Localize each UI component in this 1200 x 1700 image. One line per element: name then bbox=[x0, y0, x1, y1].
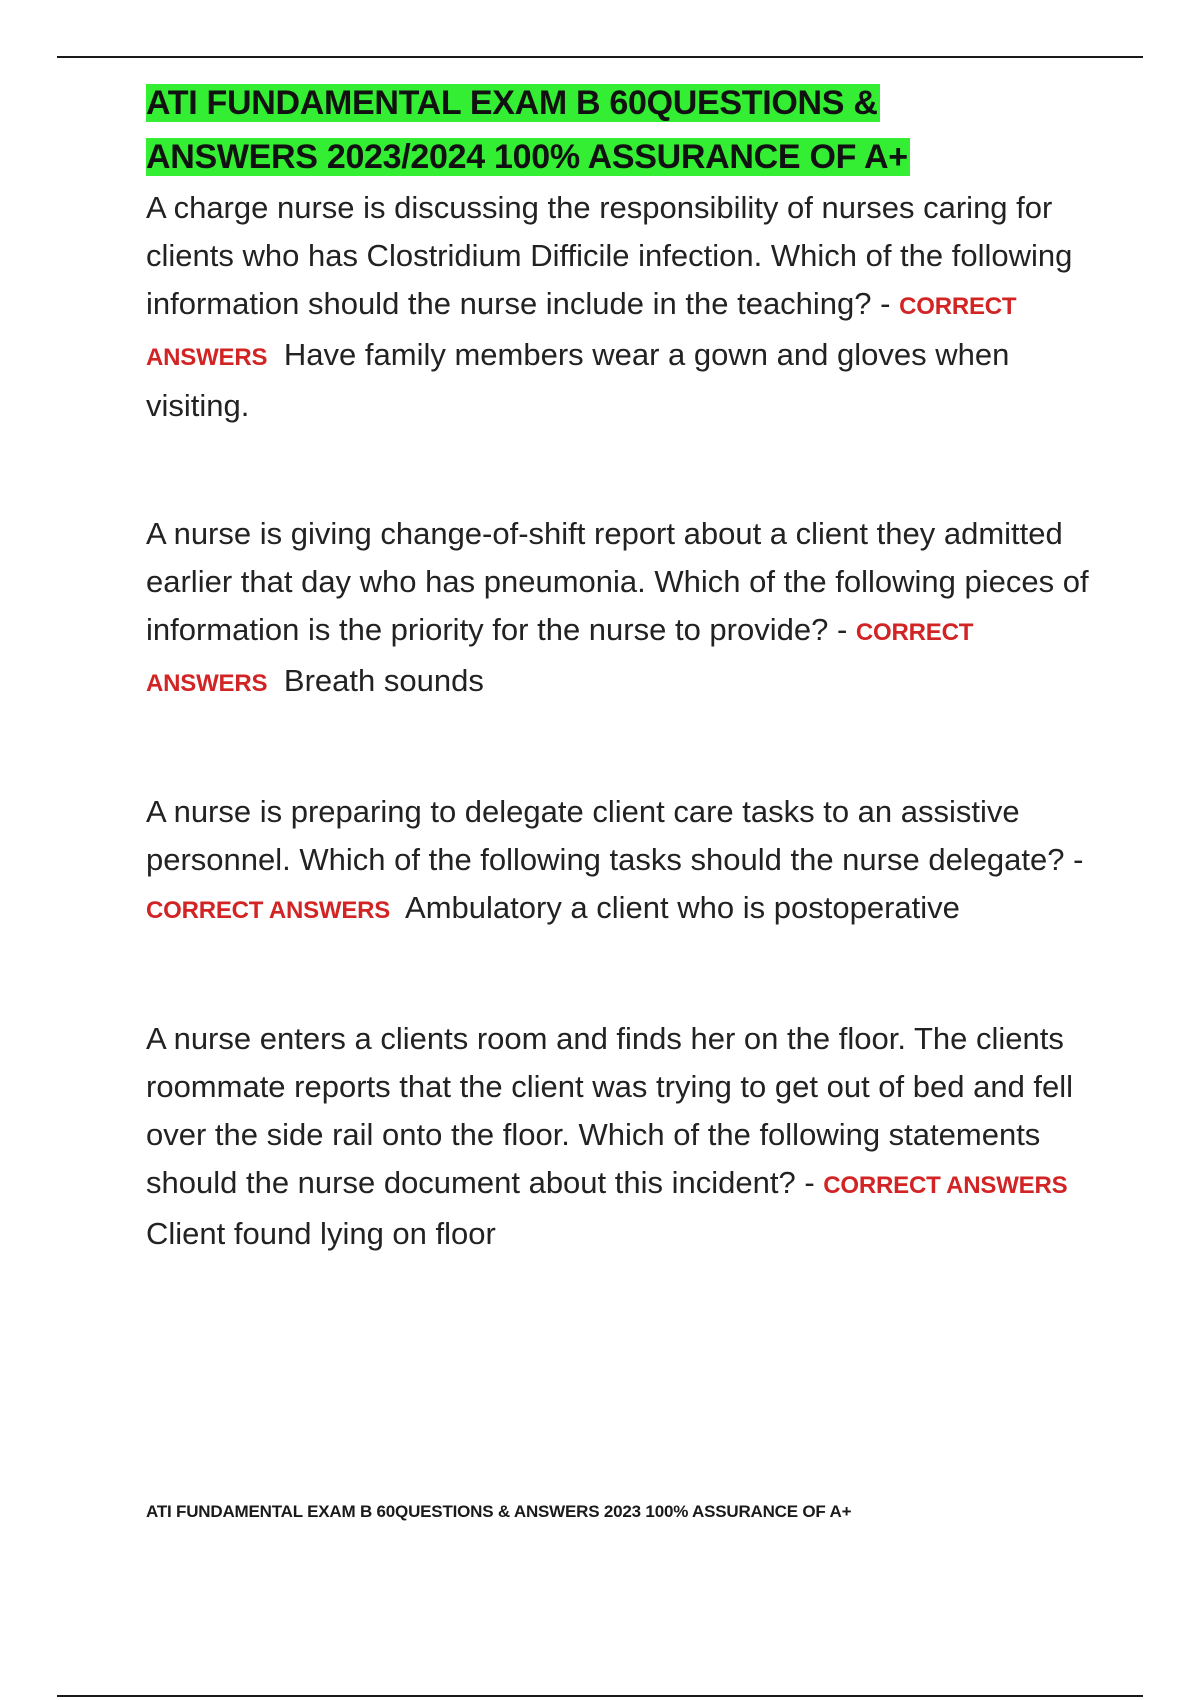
page-footer: ATI FUNDAMENTAL EXAM B 60QUESTIONS & ANSWERS 2023 100% ASSURANCE OF A+ bbox=[146, 1502, 852, 1521]
answer-text: Ambulatory a client who is postoperative bbox=[405, 890, 960, 925]
question-text: A nurse is preparing to delegate client care tasks to an assistive personnel. Which of the following tasks should the nurse delegate? - bbox=[146, 794, 1084, 877]
qa-item bbox=[146, 1015, 1106, 1258]
title-line-2: ANSWERS 2023/2024 100% ASSURANCE OF A+ bbox=[146, 138, 908, 176]
bottom-rule bbox=[57, 1695, 1143, 1697]
answer-text: Breath sounds bbox=[283, 663, 484, 698]
qa-item bbox=[146, 510, 1106, 708]
answer-text: Client found lying on floor bbox=[146, 1216, 496, 1251]
document-title bbox=[146, 76, 1106, 184]
correct-answers-label: CORRECT ANSWERS bbox=[823, 1172, 1068, 1199]
question-text: A charge nurse is discussing the responsibility of nurses caring for clients who has Clostridium Difficile infection. Which of the following information should the nurse include in the teaching? - bbox=[146, 190, 1073, 321]
top-rule bbox=[57, 56, 1143, 58]
qa-item bbox=[146, 788, 1106, 935]
correct-answers-label: CORRECT ANSWERS bbox=[146, 897, 391, 924]
title-line-1: ATI FUNDAMENTAL EXAM B 60QUESTIONS & bbox=[146, 84, 878, 122]
question-text: A nurse is giving change-of-shift report about a client they admitted earlier that day who has pneumonia. Which of the following pieces of information is the priority for the nurse to provide? - bbox=[146, 516, 1089, 647]
question-text: A nurse enters a clients room and finds her on the floor. The clients roommate reports that the client was trying to get out of bed and fell over the side rail onto the floor. Which of the following statements should the nurse document about this incident? - bbox=[146, 1021, 1074, 1200]
document-body bbox=[146, 76, 1106, 1258]
answer-text: Have family members wear a gown and gloves when visiting. bbox=[146, 337, 1010, 423]
correct-answers-label: CORRECT ANSWERS bbox=[146, 619, 974, 697]
correct-answers-label: CORRECT ANSWERS bbox=[146, 293, 1017, 371]
qa-item bbox=[146, 184, 1106, 430]
